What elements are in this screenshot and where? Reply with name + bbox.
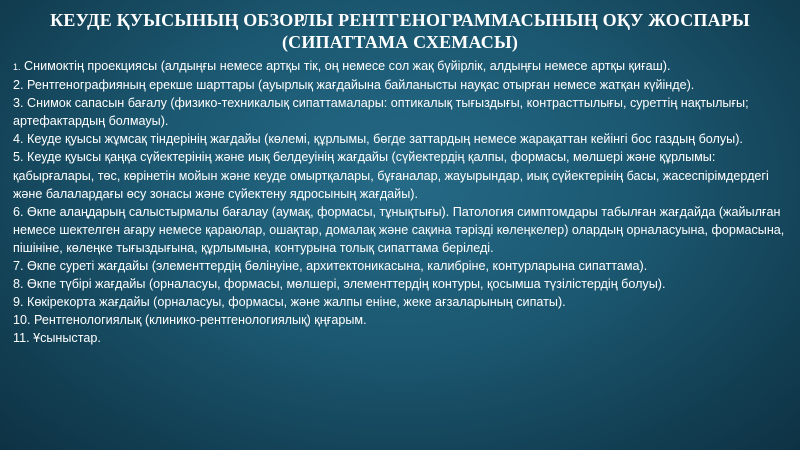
plan-item-3 bbox=[13, 94, 795, 130]
plan-item-11 bbox=[13, 329, 795, 347]
plan-item-9 bbox=[13, 293, 795, 311]
plan-item-text: Снимоктің проекциясы (алдыңғы немесе артқы тік, оң немесе сол жақ бүйірлік, алдыңғы немесе артқы қиғаш). bbox=[20, 59, 671, 73]
plan-item-6 bbox=[13, 203, 795, 257]
plan-item-text: Өкпе суреті жағдайы (элементтердің бөлінуіне, архитектоникасына, калибріне, контурларына сипаттама). bbox=[23, 259, 648, 274]
plan-item-text: Рентгенографияның ерекше шарттары (ауырлық жағдайына байланысты науқас отырған немесе жатқан күйінде). bbox=[23, 78, 695, 93]
slide-title-line-2: (СИПАТТАМА СХЕМАСЫ) bbox=[281, 32, 519, 52]
plan-item-text: Кеуде қуысы жұмсақ тіндерінің жағдайы (көлемі, құрлымы, бөгде заттардың немесе жарақаттан кейінгі бос газдың болуы). bbox=[23, 132, 743, 147]
plan-item-number: 6. bbox=[13, 204, 24, 219]
plan-item-text: Снимок сапасын бағалу (физико-техникалық сипаттамалары: оптикалық тығыздығы, контрасттылығы, суреттің нақтылығы; артефактардың болмауы). bbox=[13, 96, 749, 129]
plan-item-10 bbox=[13, 311, 795, 329]
plan-item-1 bbox=[13, 57, 795, 76]
plan-item-number: 9. bbox=[13, 295, 24, 310]
plan-item-number: 8. bbox=[13, 277, 24, 292]
plan-item-text: Өкпе алаңдарың салыстырмалы бағалау (аумақ, формасы, тұнықтығы). Патология симптомдары табылған жағдайда (жайылған немесе шектелген ағару немесе қараюлар, ошақтар, домалақ және сақина тәрізді көлеңкелер) олардың орналасуына, формасына, пішініне, көлеңке тығыздығына, құрлымына, контурына толық сипаттама беріледі. bbox=[13, 204, 785, 255]
plan-item-4 bbox=[13, 130, 795, 148]
plan-item-7 bbox=[13, 257, 795, 275]
plan-item-number: 3. bbox=[13, 96, 24, 111]
plan-item-2 bbox=[13, 76, 795, 94]
slide-title-line-1: КЕУДЕ ҚУЫСЫНЫҢ ОБЗОРЛЫ РЕНТГЕНОГРАММАСЫНЫҢ ОҚУ ЖОСПАРЫ bbox=[50, 10, 750, 30]
plan-item-text: Рентгенологиялық (клинико-рентгенологиялық) қңғарым. bbox=[30, 313, 367, 328]
plan-item-number: 7. bbox=[13, 259, 24, 274]
plan-item-8 bbox=[13, 275, 795, 293]
plan-item-text: Көкірекорта жағдайы (орналасуы, формасы, және жалпы еніне, жеке ағзаларының сипаты). bbox=[23, 295, 566, 310]
plan-item-text: Өкпе түбірі жағдайы (орналасуы, формасы, мөлшері, элементтердің контуры, қосымша түзілістердің болуы). bbox=[23, 277, 666, 292]
plan-item-number: 10. bbox=[13, 313, 31, 328]
plan-item-number: 11. bbox=[13, 331, 30, 346]
plan-item-text: Кеуде қуысы қаңқа сүйектерінің және иық белдеуінің жағдайы (сүйектердің қалпы, формасы, мөлшері және құрлымы: қабырғалары, төс, көрінетін мойын және кеуде омыртқалары, бұғаналар, жауырындар, иық сүйектерінің басы, жасеспірімдердегі және балалардағы өсу зонасы және сүйектену ядросының жағдайы). bbox=[13, 150, 769, 201]
plan-item-number: 5. bbox=[13, 150, 24, 165]
plan-list bbox=[13, 57, 795, 348]
plan-item-number: 2. bbox=[13, 78, 24, 93]
slide-title bbox=[0, 9, 800, 53]
plan-item-5 bbox=[13, 148, 795, 202]
plan-item-number: 1. bbox=[13, 62, 21, 72]
plan-item-text: Ұсыныстар. bbox=[29, 331, 101, 346]
plan-item-number: 4. bbox=[13, 132, 24, 147]
